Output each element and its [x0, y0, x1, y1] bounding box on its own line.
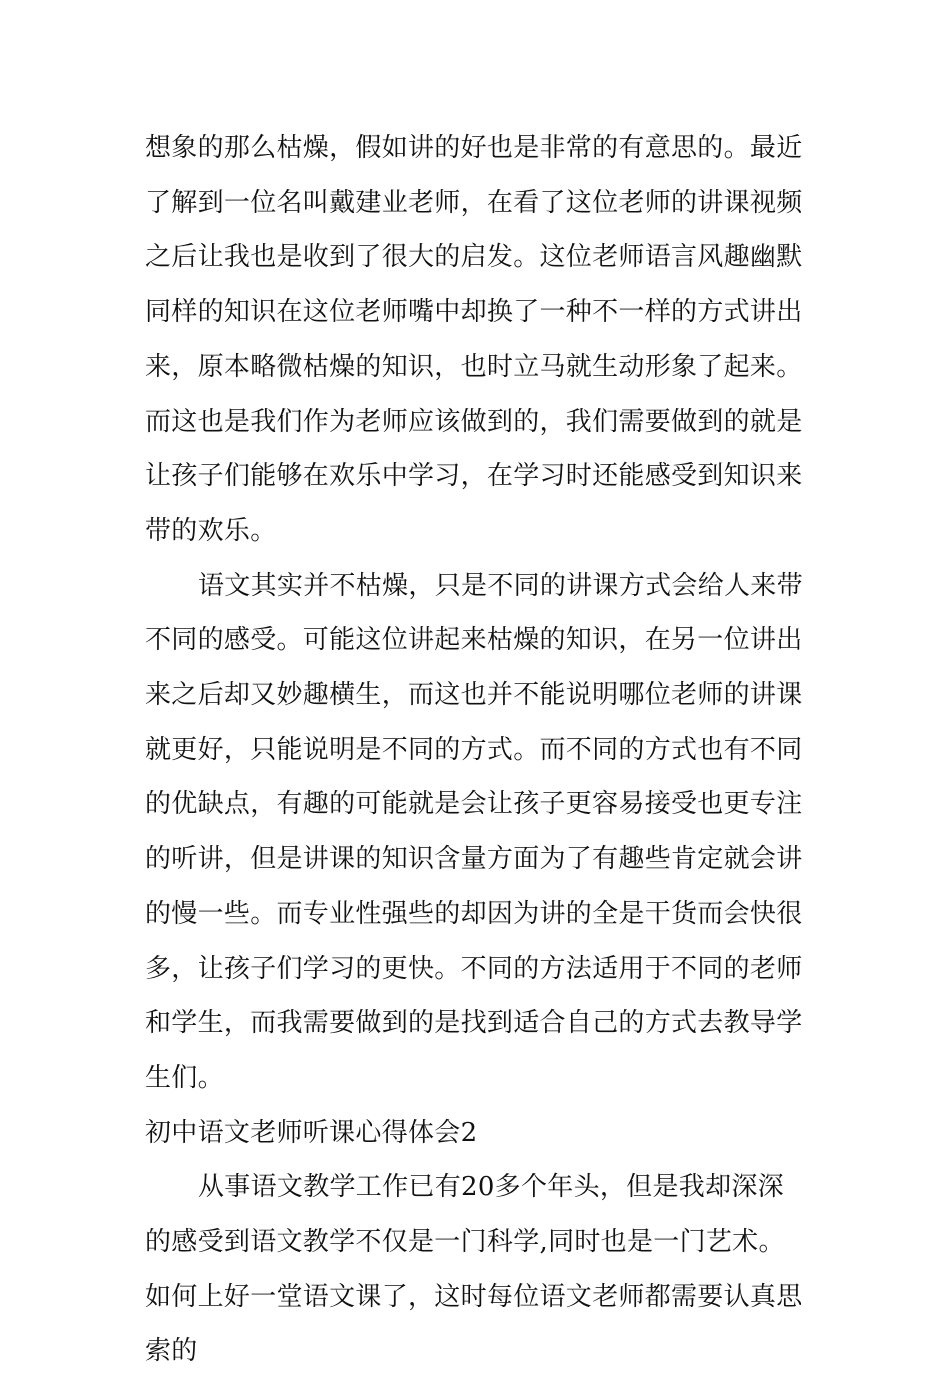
paragraph-section-2: 从事语文教学工作已有20多个年头，但是我却深深的感受到语文教学不仅是一门科学,同时也是一门艺术。如何上好一堂语文课了，这时每位语文老师都需要认真思索的 [145, 1172, 803, 1367]
document-body [145, 121, 810, 1379]
paragraph-continued: 想象的那么枯燥，假如讲的好也是非常的有意思的。最近了解到一位名叫戴建业老师，在看了这位老师的讲课视频之后让我也是收到了很大的启发。这位老师语言风趣幽默同样的知识在这位老师嘴中却换了一种不一样的方式讲出来，原本略微枯燥的知识，也时立马就生动形象了起来。而这也是我们作为老师应该做到的，我们需要做到的就是让孩子们能够在欢乐中学习，在学习时还能感受到知识来带的欢乐。 [145, 133, 803, 546]
paragraph-teaching-styles: 语文其实并不枯燥，只是不同的讲课方式会给人来带不同的感受。可能这位讲起来枯燥的知识，在另一位讲出来之后却又妙趣横生，而这也并不能说明哪位老师的讲课就更好，只能说明是不同的方式。而不同的方式也有不同的优缺点，有趣的可能就是会让孩子更容易接受也更专注的听讲，但是讲课的知识含量方面为了有趣些肯定就会讲的慢一些。而专业性强些的却因为讲的全是干货而会快很多，让孩子们学习的更快。不同的方法适用于不同的老师和学生，而我需要做到的是找到适合自己的方式去教导学生们。 [145, 570, 803, 1093]
section-heading: 初中语文老师听课心得体会2 [145, 1117, 478, 1148]
